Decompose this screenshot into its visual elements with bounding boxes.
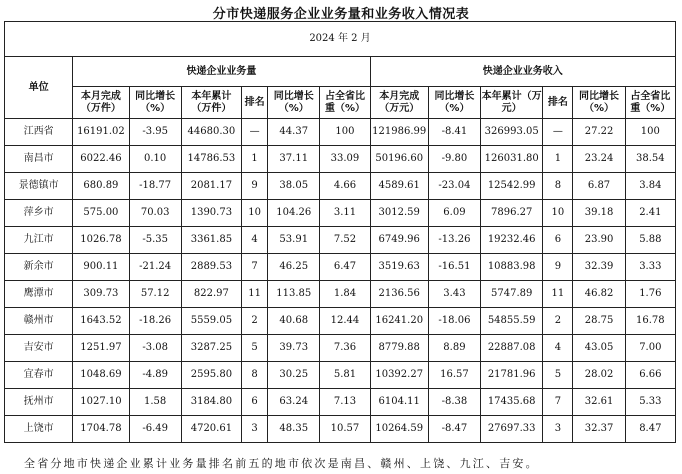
value-cell: 46.25 (268, 254, 320, 281)
value-cell: 27697.33 (481, 416, 543, 443)
value-cell: 5747.89 (481, 281, 543, 308)
region-name-cell: 赣州市 (5, 308, 73, 335)
value-cell: -8.38 (428, 389, 480, 416)
value-cell: 2081.17 (181, 173, 241, 200)
value-cell: 126031.80 (481, 146, 543, 173)
value-cell: 5.81 (320, 362, 370, 389)
value-cell: 22887.08 (481, 335, 543, 362)
value-cell: 2889.53 (181, 254, 241, 281)
value-cell: 46.82 (573, 281, 625, 308)
table-row (5, 146, 676, 173)
col-vol-month: 本月完成（万件） (73, 87, 129, 119)
value-cell: 38.05 (268, 173, 320, 200)
value-cell: 1027.10 (73, 389, 129, 416)
value-cell: 8779.88 (370, 335, 428, 362)
value-cell: 1251.97 (73, 335, 129, 362)
value-cell: 3.43 (428, 281, 480, 308)
value-cell: -21.24 (129, 254, 181, 281)
table-row (5, 119, 676, 146)
region-name-cell: 南昌市 (5, 146, 73, 173)
value-cell: -18.26 (129, 308, 181, 335)
value-cell: 57.12 (129, 281, 181, 308)
value-cell: 40.68 (268, 308, 320, 335)
value-cell: -6.49 (129, 416, 181, 443)
value-cell: — (242, 119, 268, 146)
value-cell: 14786.53 (181, 146, 241, 173)
value-cell: 10 (242, 200, 268, 227)
value-cell: 7 (242, 254, 268, 281)
value-cell: 7.52 (320, 227, 370, 254)
table-row (5, 200, 676, 227)
table-row (5, 227, 676, 254)
col-inc-cum-yoy: 同比增长（%） (573, 87, 625, 119)
value-cell: 8.89 (428, 335, 480, 362)
col-vol-yoy: 同比增长（%） (129, 87, 181, 119)
column-header-row (5, 87, 676, 119)
col-inc-share: 占全省比重（%） (625, 87, 675, 119)
value-cell: 680.89 (73, 173, 129, 200)
region-name-cell: 江西省 (5, 119, 73, 146)
value-cell: -18.06 (428, 308, 480, 335)
value-cell: 10392.27 (370, 362, 428, 389)
value-cell: 28.02 (573, 362, 625, 389)
report-date: 2024 年 2 月 (5, 22, 676, 57)
value-cell: -23.04 (428, 173, 480, 200)
value-cell: 7.36 (320, 335, 370, 362)
value-cell: 10.57 (320, 416, 370, 443)
value-cell: -8.41 (428, 119, 480, 146)
col-vol-cum-yoy: 同比增长（%） (268, 87, 320, 119)
value-cell: 1.76 (625, 281, 675, 308)
value-cell: 38.54 (625, 146, 675, 173)
value-cell: 2 (543, 308, 573, 335)
value-cell: 3184.80 (181, 389, 241, 416)
value-cell: 53.91 (268, 227, 320, 254)
value-cell: -3.08 (129, 335, 181, 362)
value-cell: 39.73 (268, 335, 320, 362)
value-cell: 39.18 (573, 200, 625, 227)
region-name-cell: 九江市 (5, 227, 73, 254)
value-cell: 4720.61 (181, 416, 241, 443)
value-cell: 5 (543, 362, 573, 389)
value-cell: -9.80 (428, 146, 480, 173)
value-cell: 121986.99 (370, 119, 428, 146)
value-cell: 16241.20 (370, 308, 428, 335)
col-inc-cum: 本年累计（万元） (481, 87, 543, 119)
region-name-cell: 新余市 (5, 254, 73, 281)
col-inc-rank: 排名 (543, 87, 573, 119)
value-cell: 5.88 (625, 227, 675, 254)
value-cell: 11 (242, 281, 268, 308)
value-cell: 4589.61 (370, 173, 428, 200)
table-row (5, 389, 676, 416)
region-name-cell: 鹰潭市 (5, 281, 73, 308)
value-cell: 113.85 (268, 281, 320, 308)
value-cell: 822.97 (181, 281, 241, 308)
value-cell: 44.37 (268, 119, 320, 146)
value-cell: 1704.78 (73, 416, 129, 443)
value-cell: 1048.69 (73, 362, 129, 389)
value-cell: 23.90 (573, 227, 625, 254)
value-cell: 4 (543, 335, 573, 362)
value-cell: 7896.27 (481, 200, 543, 227)
col-inc-yoy: 同比增长（%） (428, 87, 480, 119)
value-cell: 50196.60 (370, 146, 428, 173)
value-cell: 2 (242, 308, 268, 335)
region-name-cell: 上饶市 (5, 416, 73, 443)
volume-group-header: 快递企业业务量 (73, 57, 370, 87)
value-cell: 900.11 (73, 254, 129, 281)
value-cell: 37.11 (268, 146, 320, 173)
value-cell: 16.57 (428, 362, 480, 389)
value-cell: 3 (242, 416, 268, 443)
value-cell: 30.25 (268, 362, 320, 389)
value-cell: 9 (242, 173, 268, 200)
value-cell: 104.26 (268, 200, 320, 227)
value-cell: 3012.59 (370, 200, 428, 227)
value-cell: 5 (242, 335, 268, 362)
value-cell: 33.09 (320, 146, 370, 173)
value-cell: 1 (543, 146, 573, 173)
table-row (5, 254, 676, 281)
value-cell: 5559.05 (181, 308, 241, 335)
value-cell: 9 (543, 254, 573, 281)
value-cell: 8.47 (625, 416, 675, 443)
value-cell: 6104.11 (370, 389, 428, 416)
value-cell: 100 (320, 119, 370, 146)
value-cell: -3.95 (129, 119, 181, 146)
footnote: 全省分地市快递企业累计业务量排名前五的地市依次是南昌、赣州、上饶、九江、吉安。 (24, 457, 539, 470)
value-cell: 21781.96 (481, 362, 543, 389)
table-row (5, 308, 676, 335)
value-cell: 16191.02 (73, 119, 129, 146)
value-cell: -16.51 (428, 254, 480, 281)
table-row (5, 416, 676, 443)
value-cell: -5.35 (129, 227, 181, 254)
value-cell: 575.00 (73, 200, 129, 227)
region-name-cell: 吉安市 (5, 335, 73, 362)
value-cell: -13.26 (428, 227, 480, 254)
value-cell: 3361.85 (181, 227, 241, 254)
value-cell: 6.09 (428, 200, 480, 227)
value-cell: 12.44 (320, 308, 370, 335)
col-vol-cum: 本年累计（万件） (181, 87, 241, 119)
col-vol-share: 占全省比重（%） (320, 87, 370, 119)
value-cell: 32.39 (573, 254, 625, 281)
value-cell: 43.05 (573, 335, 625, 362)
value-cell: 1643.52 (73, 308, 129, 335)
group-header-row (5, 57, 676, 87)
value-cell: 10264.59 (370, 416, 428, 443)
table-row (5, 335, 676, 362)
value-cell: 3.84 (625, 173, 675, 200)
table-row (5, 173, 676, 200)
value-cell: 1026.78 (73, 227, 129, 254)
value-cell: 3287.25 (181, 335, 241, 362)
value-cell: 1.58 (129, 389, 181, 416)
value-cell: 70.03 (129, 200, 181, 227)
value-cell: 3.33 (625, 254, 675, 281)
value-cell: 8 (242, 362, 268, 389)
value-cell: 19232.46 (481, 227, 543, 254)
value-cell: 326993.05 (481, 119, 543, 146)
value-cell: 10 (543, 200, 573, 227)
value-cell: 6 (242, 389, 268, 416)
value-cell: 10883.98 (481, 254, 543, 281)
date-row (5, 22, 676, 57)
value-cell: 1 (242, 146, 268, 173)
value-cell: 6.87 (573, 173, 625, 200)
value-cell: 3519.63 (370, 254, 428, 281)
table-row (5, 362, 676, 389)
value-cell: 27.22 (573, 119, 625, 146)
value-cell: 4 (242, 227, 268, 254)
value-cell: 17435.68 (481, 389, 543, 416)
value-cell: 12542.99 (481, 173, 543, 200)
value-cell: 2.41 (625, 200, 675, 227)
value-cell: 6.47 (320, 254, 370, 281)
data-table (4, 21, 676, 443)
value-cell: 3 (543, 416, 573, 443)
value-cell: 32.37 (573, 416, 625, 443)
value-cell: -8.47 (428, 416, 480, 443)
region-name-cell: 萍乡市 (5, 200, 73, 227)
value-cell: -18.77 (129, 173, 181, 200)
value-cell: 44680.30 (181, 119, 241, 146)
value-cell: 6 (543, 227, 573, 254)
value-cell: 7.00 (625, 335, 675, 362)
value-cell: 2136.56 (370, 281, 428, 308)
value-cell: 32.61 (573, 389, 625, 416)
value-cell: -4.89 (129, 362, 181, 389)
value-cell: 7.13 (320, 389, 370, 416)
value-cell: 1390.73 (181, 200, 241, 227)
col-inc-month: 本月完成（万元） (370, 87, 428, 119)
value-cell: 5.33 (625, 389, 675, 416)
value-cell: 16.78 (625, 308, 675, 335)
value-cell: 48.35 (268, 416, 320, 443)
value-cell: 23.24 (573, 146, 625, 173)
value-cell: 6749.96 (370, 227, 428, 254)
value-cell: 7 (543, 389, 573, 416)
value-cell: 6.66 (625, 362, 675, 389)
value-cell: 8 (543, 173, 573, 200)
col-vol-rank: 排名 (242, 87, 268, 119)
value-cell: 63.24 (268, 389, 320, 416)
region-name-cell: 宜春市 (5, 362, 73, 389)
value-cell: 100 (625, 119, 675, 146)
value-cell: 6022.46 (73, 146, 129, 173)
region-name-cell: 抚州市 (5, 389, 73, 416)
value-cell: 28.75 (573, 308, 625, 335)
value-cell: 54855.59 (481, 308, 543, 335)
value-cell: 0.10 (129, 146, 181, 173)
value-cell: 309.73 (73, 281, 129, 308)
value-cell: 3.11 (320, 200, 370, 227)
unit-header: 单位 (5, 57, 73, 119)
income-group-header: 快递企业业务收入 (370, 57, 675, 87)
value-cell: 2595.80 (181, 362, 241, 389)
table-row (5, 281, 676, 308)
value-cell: 1.84 (320, 281, 370, 308)
table-title: 分市快递服务企业业务量和业务收入情况表 (212, 7, 470, 22)
value-cell: 11 (543, 281, 573, 308)
value-cell: 4.66 (320, 173, 370, 200)
value-cell: — (543, 119, 573, 146)
region-name-cell: 景德镇市 (5, 173, 73, 200)
